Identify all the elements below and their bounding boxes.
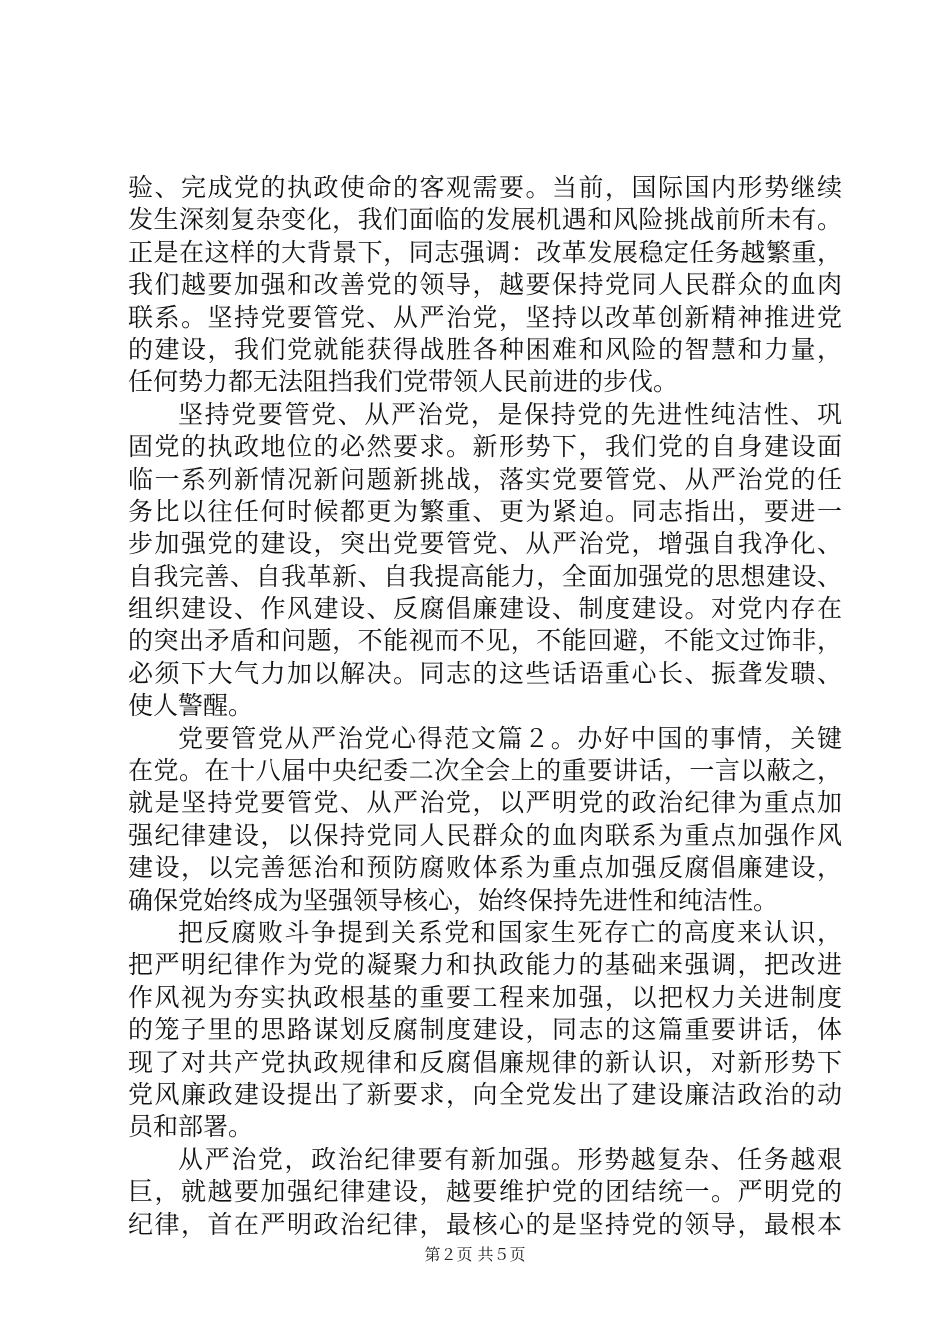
- paragraph: [128, 1144, 842, 1241]
- text-line: 的建设，我们党就能获得战胜各种困难和风险的智慧和力量，: [128, 334, 842, 364]
- text-line: 现了对共产党执政规律和反腐倡廉规律的新认识，对新形势下: [128, 1047, 842, 1077]
- text-line: 验、完成党的执政使命的客观需要。当前，国际国内形势继续: [128, 173, 842, 202]
- text-line: 组织建设、作风建设、反腐倡廉建设、制度建设。对党内存在: [128, 594, 842, 624]
- text-line: 从严治党，政治纪律要有新加强。形势越复杂、任务越艰: [178, 1144, 842, 1174]
- page-footer: 第２页 共５页: [424, 1245, 526, 1264]
- paragraph: [128, 172, 842, 399]
- text-line: 使人警醒。: [128, 691, 254, 721]
- text-line: 党风廉政建设提出了新要求，向全党发出了建设廉洁政治的动: [128, 1079, 842, 1109]
- document-body: [128, 172, 842, 1241]
- text-line: 临一系列新情况新问题新挑战，落实党要管党、从严治党的任: [128, 464, 842, 494]
- text-line: 纪律，首在严明政治纪律，最核心的是坚持党的领导，最根本: [128, 1209, 842, 1239]
- text-line: 正是在这样的大背景下，同志强调：改革发展稳定任务越繁重，: [128, 237, 842, 267]
- text-line: 党要管党从严治党心得范文篇２。办好中国的事情，关键: [178, 723, 842, 753]
- text-line: 的笼子里的思路谋划反腐制度建设，同志的这篇重要讲话，体: [128, 1015, 842, 1045]
- text-line: 在党。在十八届中央纪委二次全会上的重要讲话，一言以蔽之，: [128, 756, 842, 786]
- text-line: 自我完善、自我革新、自我提高能力，全面加强党的思想建设、: [128, 561, 842, 591]
- text-line: 把反腐败斗争提到关系党和国家生死存亡的高度来认识，: [178, 917, 842, 947]
- text-line: 我们越要加强和改善党的领导，越要保持党同人民群众的血肉: [128, 270, 842, 300]
- paragraph: [128, 723, 842, 917]
- text-line: 把严明纪律作为党的凝聚力和执政能力的基础来强调，把改进: [128, 950, 842, 980]
- text-line: 员和部署。: [128, 1112, 254, 1142]
- paragraph: [128, 399, 842, 723]
- text-line: 巨，就越要加强纪律建设，越要维护党的团结统一。严明党的: [128, 1177, 842, 1207]
- text-line: 步加强党的建设，突出党要管党、从严治党，增强自我净化、: [128, 529, 842, 559]
- text-line: 强纪律建设，以保持党同人民群众的血肉联系为重点加强作风: [128, 820, 842, 850]
- text-line: 务比以往任何时候都更为繁重、更为紧迫。同志指出，要进一: [128, 496, 842, 526]
- text-line: 发生深刻复杂变化，我们面临的发展机遇和风险挑战前所未有。: [128, 205, 842, 235]
- text-line: 固党的执政地位的必然要求。新形势下，我们党的自身建设面: [128, 432, 842, 462]
- text-line: 建设，以完善惩治和预防腐败体系为重点加强反腐倡廉建设，: [128, 853, 842, 883]
- text-line: 必须下大气力加以解决。同志的这些话语重心长、振聋发聩、: [128, 658, 842, 688]
- text-line: 作风视为夯实执政根基的重要工程来加强，以把权力关进制度: [128, 982, 842, 1012]
- paragraph: [128, 917, 842, 1144]
- text-line: 联系。坚持党要管党、从严治党，坚持以改革创新精神推进党: [128, 302, 842, 332]
- text-line: 就是坚持党要管党、从严治党，以严明党的政治纪律为重点加: [128, 788, 842, 818]
- text-line: 坚持党要管党、从严治党，是保持党的先进性纯洁性、巩: [178, 399, 842, 429]
- text-line: 的突出矛盾和问题，不能视而不见，不能回避，不能文过饰非，: [128, 626, 842, 656]
- text-line: 确保党始终成为坚强领导核心，始终保持先进性和纯洁性。: [128, 885, 779, 915]
- text-line: 任何势力都无法阻挡我们党带领人民前进的步伐。: [128, 367, 679, 397]
